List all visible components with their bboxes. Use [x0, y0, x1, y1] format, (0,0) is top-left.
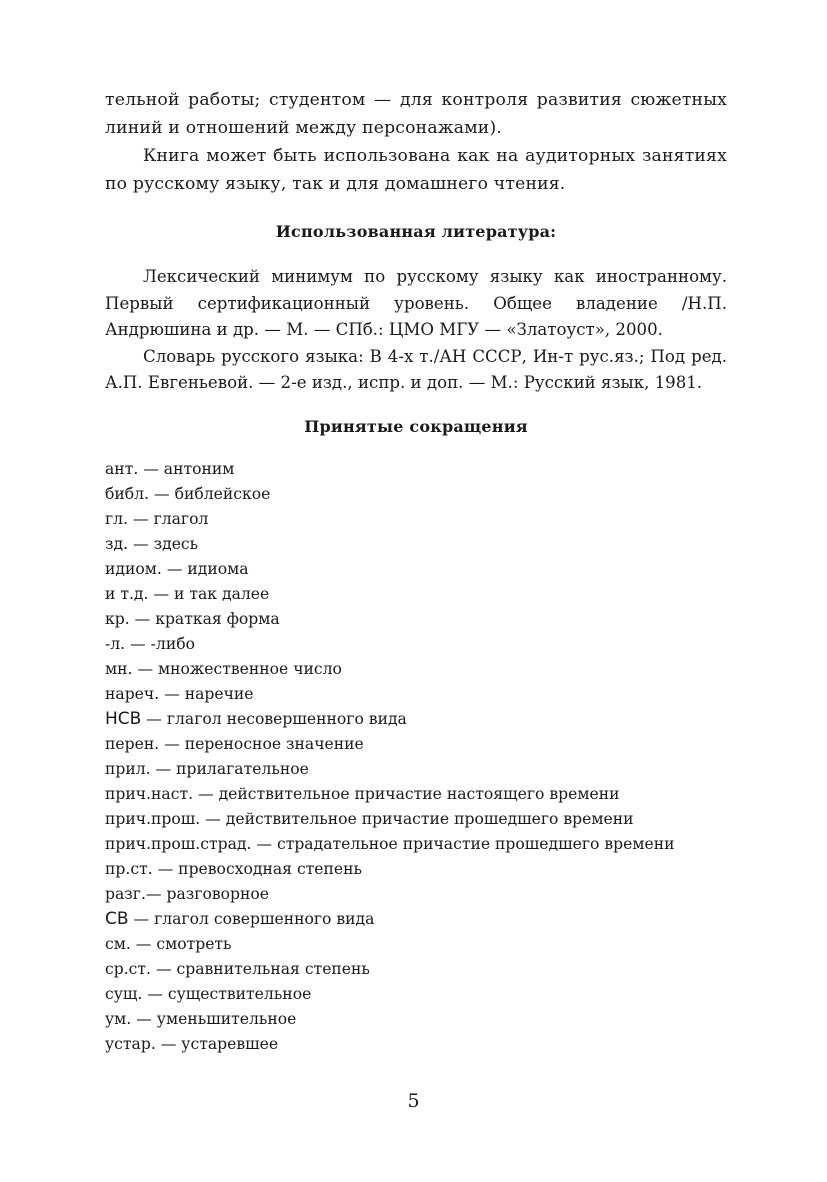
abbreviation-term: устар. — [105, 1035, 156, 1053]
abbreviation-dash: — — [149, 485, 175, 503]
abbreviation-meaning: действительное причастие настоящего времени — [218, 785, 620, 803]
abbreviation-meaning: антоним — [163, 460, 235, 478]
abbreviation-dash: — — [129, 610, 156, 628]
abbreviation-meaning: устаревшее — [181, 1035, 279, 1053]
abbreviation-row — [105, 857, 727, 882]
abbreviation-meaning: -либо — [150, 635, 196, 653]
abbreviation-dash: — — [152, 860, 179, 878]
abbreviation-row — [105, 1007, 727, 1032]
abbreviation-row — [105, 957, 727, 982]
abbreviation-dash: — — [125, 635, 151, 653]
abbreviation-meaning: идиома — [187, 560, 249, 578]
abbreviation-dash: — — [145, 885, 167, 903]
abbreviation-dash: — — [132, 660, 158, 678]
abbreviation-term: нареч. — [105, 685, 160, 703]
abbreviation-meaning: глагол совершенного вида — [154, 910, 375, 928]
reference-item: Лексический минимум по русскому языку как иностранному. Первый сертификационный уровень. Общее владение /Н.П. Андрюшина и др. — М. — СПб.: ЦМО МГУ — «Златоуст», 2000. — [105, 267, 727, 339]
abbreviation-term: ср.ст. — [105, 960, 151, 978]
abbreviation-meaning: переносное значение — [184, 735, 364, 753]
abbreviation-term: гл. — [105, 510, 129, 528]
abbreviation-term: прич.наст. — [105, 785, 194, 803]
abbreviation-term: см. — [105, 935, 131, 953]
abbreviation-row — [105, 757, 727, 782]
abbreviation-dash: — — [128, 910, 155, 928]
abbreviation-meaning: множественное число — [158, 660, 342, 678]
abbreviation-dash: — — [131, 1010, 157, 1028]
abbreviation-row — [105, 582, 727, 607]
abbreviation-meaning: и так далее — [174, 585, 270, 603]
abbreviation-row — [105, 532, 727, 557]
abbreviation-meaning: глагол несовершенного вида — [166, 710, 407, 728]
abbreviation-row — [105, 557, 727, 582]
abbreviation-meaning: здесь — [153, 535, 199, 553]
reference-item: Словарь русского языка: В 4-х т./АН СССР, Ин-т рус.яз.; Под ред. А.П. Евгеньевой. — 2-е изд., испр. и доп. — М.: Русский язык, 1981. — [105, 346, 727, 392]
abbreviation-term: НСВ — [105, 709, 142, 729]
abbreviation-term: кр. — [105, 610, 130, 628]
abbreviation-term: перен. — [105, 735, 160, 753]
abbreviation-dash: — — [159, 685, 185, 703]
abbreviation-dash: — — [251, 835, 277, 853]
abbreviation-term: сущ. — [105, 985, 143, 1003]
abbreviation-term: прич.прош. — [105, 810, 201, 828]
abbreviation-dash: — — [142, 985, 168, 1003]
abbreviation-dash: — — [148, 585, 175, 603]
abbreviation-term: прил. — [105, 760, 151, 778]
abbreviation-row — [105, 507, 727, 532]
abbreviation-term: библ. — [105, 485, 150, 503]
abbreviation-term: -л. — [105, 635, 126, 653]
references-heading: Использованная литература: — [275, 222, 557, 241]
abbreviation-row — [105, 907, 727, 932]
abbreviation-dash: — — [150, 760, 177, 778]
abbreviation-dash: — — [141, 710, 167, 728]
abbreviation-row — [105, 457, 727, 482]
abbreviations-heading: Принятые сокращения — [304, 417, 528, 436]
abbreviation-dash: — — [128, 535, 154, 553]
abbreviation-term: прич.прош.страд. — [105, 835, 252, 853]
intro-paragraph-usage: Книга может быть использована как на аудиторных занятиях по русскому языку, так и для домашнего чтения. — [105, 146, 727, 194]
abbreviation-row — [105, 1032, 727, 1057]
references-list — [105, 264, 727, 397]
abbreviations-list — [105, 457, 727, 1057]
abbreviation-row — [105, 482, 727, 507]
abbreviation-meaning: уменьшительное — [156, 1010, 297, 1028]
abbreviation-meaning: библейское — [174, 485, 271, 503]
abbreviation-dash: — — [161, 560, 188, 578]
abbreviation-meaning: краткая форма — [155, 610, 280, 628]
abbreviation-meaning: страдательное причастие прошедшего времени — [276, 835, 675, 853]
abbreviation-dash: — — [200, 810, 226, 828]
abbreviation-row — [105, 682, 727, 707]
abbreviation-row — [105, 782, 727, 807]
page-number: 5 — [407, 1090, 420, 1112]
abbreviation-row — [105, 607, 727, 632]
abbreviation-dash: — — [155, 1035, 182, 1053]
abbreviation-row — [105, 832, 727, 857]
abbreviation-row — [105, 707, 727, 732]
abbreviation-dash: — — [138, 460, 164, 478]
abbreviation-dash: — — [159, 735, 185, 753]
abbreviation-meaning: наречие — [184, 685, 254, 703]
abbreviation-term: ум. — [105, 1010, 132, 1028]
abbreviation-row — [105, 732, 727, 757]
abbreviation-term: мн. — [105, 660, 133, 678]
abbreviation-term: ант. — [105, 460, 139, 478]
abbreviation-row — [105, 807, 727, 832]
abbreviation-dash: — — [128, 510, 154, 528]
abbreviation-meaning: превосходная степень — [178, 860, 363, 878]
abbreviation-row — [105, 632, 727, 657]
abbreviation-meaning: существительное — [167, 985, 312, 1003]
abbreviation-row — [105, 932, 727, 957]
abbreviation-meaning: глагол — [153, 510, 209, 528]
intro-paragraph-continued: тельной работы; студентом — для контроля развития сюжетных линий и отношений между персонажами). — [105, 90, 727, 138]
abbreviation-term: и т.д. — [105, 585, 149, 603]
abbreviation-dash: — — [193, 785, 219, 803]
abbreviation-meaning: смотреть — [156, 935, 232, 953]
abbreviation-row — [105, 982, 727, 1007]
intro-text — [105, 86, 727, 198]
abbreviation-dash: — — [151, 960, 177, 978]
abbreviation-meaning: действительное причастие прошедшего времени — [225, 810, 634, 828]
abbreviation-term: идиом. — [105, 560, 162, 578]
abbreviation-term: разг. — [105, 885, 146, 903]
abbreviation-meaning: сравнительная степень — [176, 960, 370, 978]
abbreviation-term: пр.ст. — [105, 860, 153, 878]
page-body — [105, 86, 727, 1053]
abbreviation-meaning: прилагательное — [176, 760, 309, 778]
abbreviation-row — [105, 882, 727, 907]
abbreviation-term: зд. — [105, 535, 129, 553]
abbreviation-term: СВ — [105, 909, 129, 929]
abbreviation-meaning: разговорное — [166, 885, 269, 903]
abbreviation-row — [105, 657, 727, 682]
abbreviation-dash: — — [130, 935, 157, 953]
